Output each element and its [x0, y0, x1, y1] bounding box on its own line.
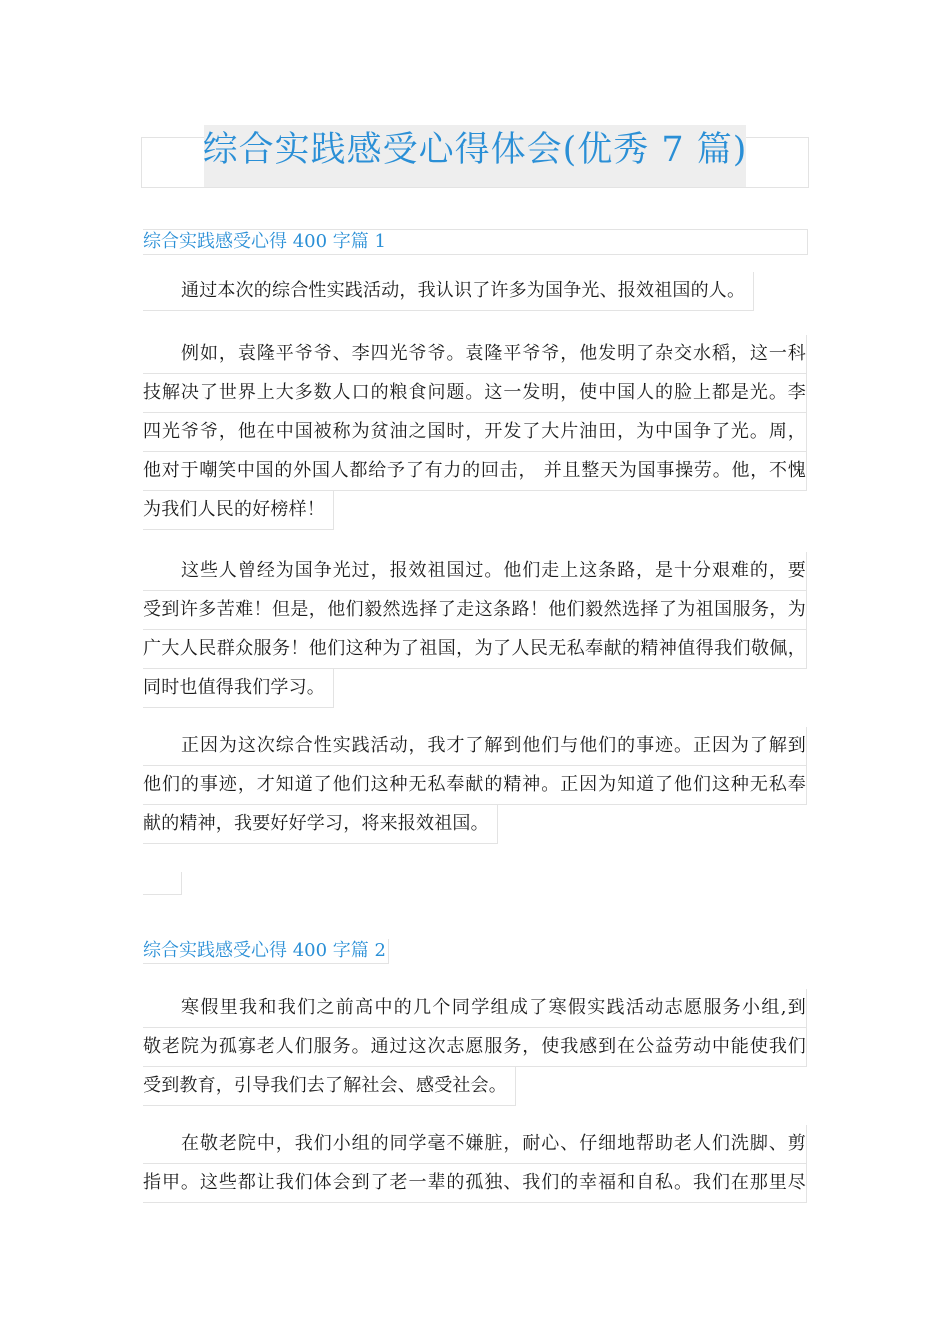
text-line: 指甲。这些都让我们体会到了老一辈的孤独、我们的幸福和自私。我们在那里尽 — [143, 1164, 807, 1203]
section-2-paragraph-2 — [143, 1125, 807, 1203]
text-line: 为我们人民的好榜样！ — [143, 491, 334, 530]
text-line: 正因为这次综合性实践活动，我才了解到他们与他们的事迹。正因为了解到 — [143, 727, 807, 766]
text-line: 敬老院为孤寡老人们服务。通过这次志愿服务，使我感到在公益劳动中能使我们 — [143, 1028, 807, 1067]
section-1-paragraph-4 — [143, 727, 807, 849]
section-1-paragraph-3 — [143, 552, 807, 713]
text-line: 他对于嘲笑中国的外国人都给予了有力的回击， 并且整天为国事操劳。他，不愧 — [143, 452, 807, 491]
document-title: 综合实践感受心得体会(优秀 7 篇) — [202, 130, 748, 170]
text-line: 献的精神，我要好好学习，将来报效祖国。 — [143, 805, 498, 844]
text-line: 这些人曾经为国争光过，报效祖国过。他们走上这条路，是十分艰难的，要 — [143, 552, 807, 591]
text-line: 四光爷爷，他在中国被称为贫油之国时，开发了大片油田，为中国争了光。周， — [143, 413, 807, 452]
section-1-paragraph-1 — [143, 272, 807, 316]
text-line: 技解决了世界上大多数人口的粮食问题。这一发明，使中国人的脸上都是光。李 — [143, 374, 807, 413]
text-line: 同时也值得我们学习。 — [143, 669, 334, 708]
section-2-heading: 综合实践感受心得 400 字篇 2 — [143, 939, 389, 964]
section-1-paragraph-2 — [143, 335, 807, 535]
section-2-paragraph-1 — [143, 989, 807, 1111]
empty-paragraph — [143, 872, 182, 895]
text-line: 寒假里我和我们之前高中的几个同学组成了寒假实践活动志愿服务小组,到 — [143, 989, 807, 1028]
text-line: 通过本次的综合性实践活动，我认识了许多为国争光、报效祖国的人。 — [143, 272, 754, 311]
text-line: 他们的事迹，才知道了他们这种无私奉献的精神。正因为知道了他们这种无私奉 — [143, 766, 807, 805]
text-line: 广大人民群众服务！他们这种为了祖国，为了人民无私奉献的精神值得我们敬佩， — [143, 630, 807, 669]
text-line: 在敬老院中，我们小组的同学毫不嫌脏，耐心、仔细地帮助老人们洗脚、剪 — [143, 1125, 807, 1164]
section-1-heading: 综合实践感受心得 400 字篇 1 — [143, 229, 808, 255]
text-line: 受到许多苦难！但是，他们毅然选择了走这条路！他们毅然选择了为祖国服务，为 — [143, 591, 807, 630]
text-line: 例如，袁隆平爷爷、李四光爷爷。袁隆平爷爷，他发明了杂交水稻，这一科 — [143, 335, 807, 374]
text-line: 受到教育，引导我们去了解社会、感受社会。 — [143, 1067, 516, 1106]
